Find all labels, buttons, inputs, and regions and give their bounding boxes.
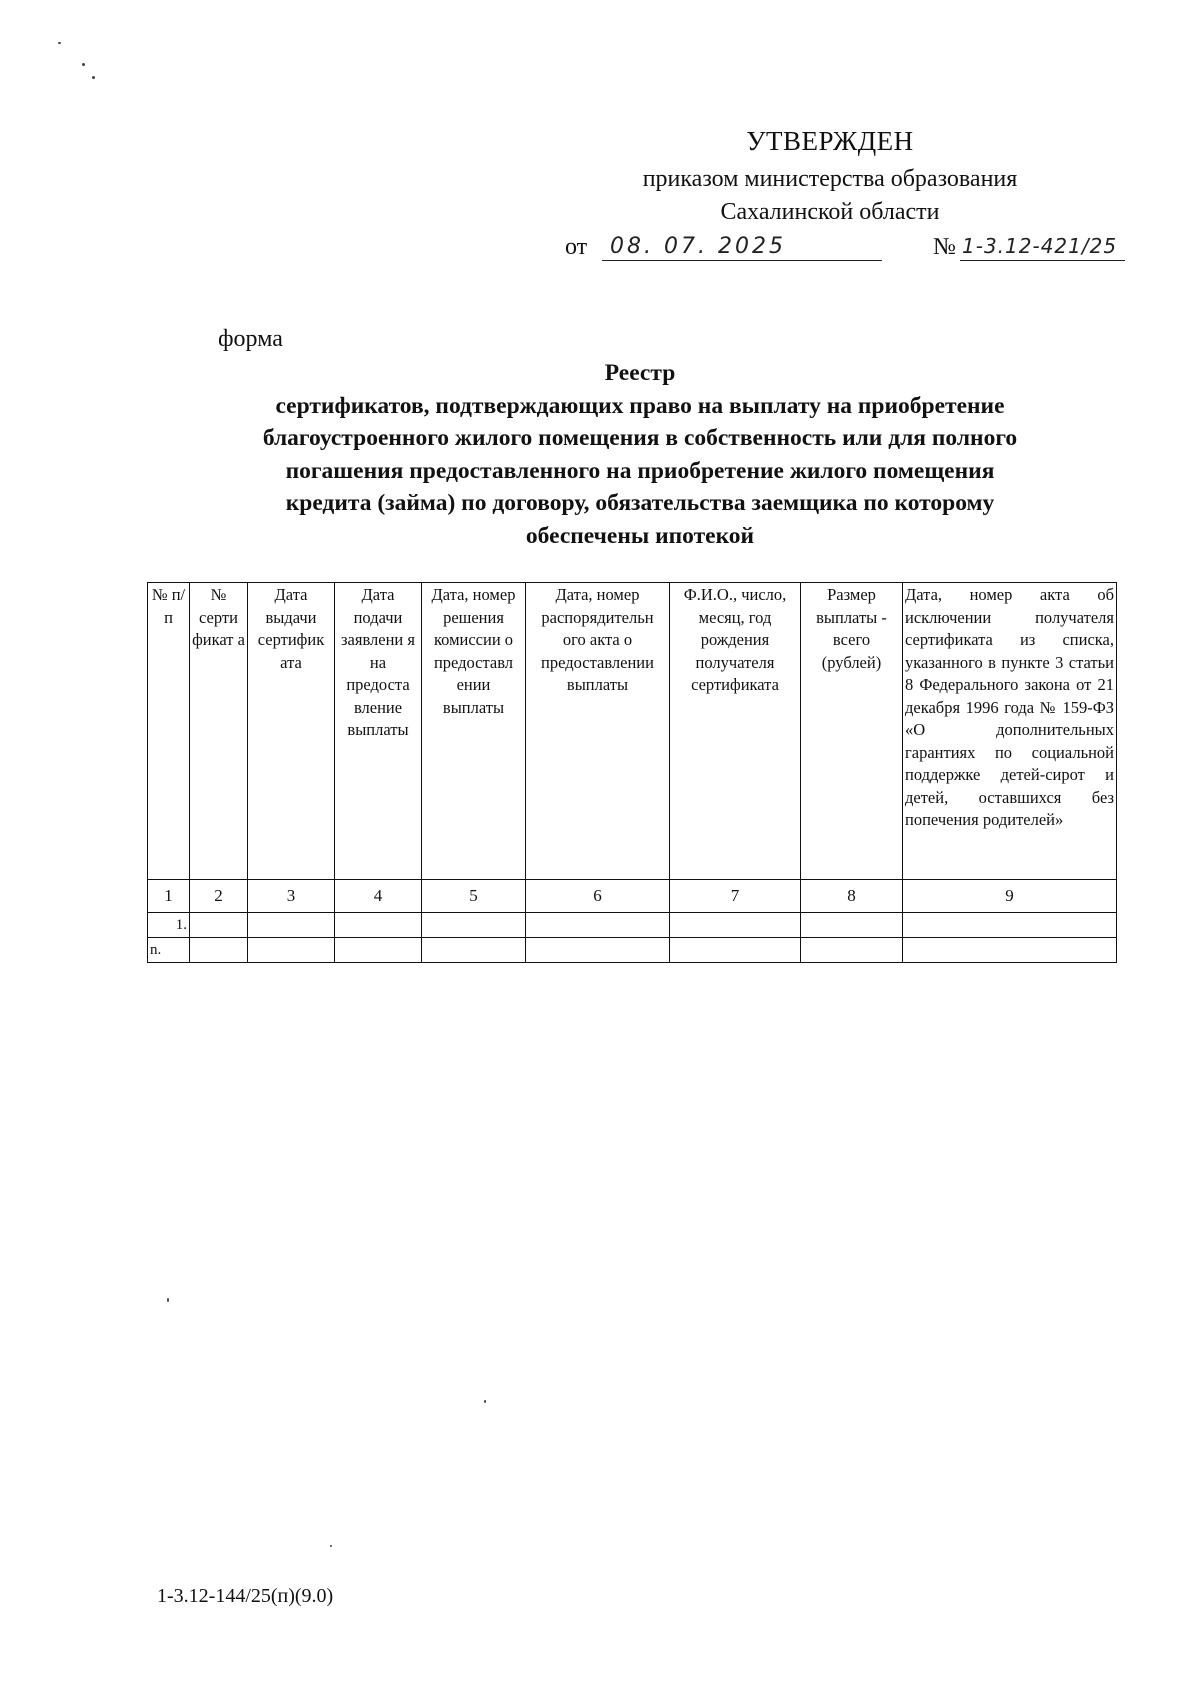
order-date: 08. 07. 2025 (610, 234, 786, 259)
header-certificate-number: № серти фикат а (190, 583, 248, 880)
column-number-row (148, 880, 1117, 913)
header-issue-date: Дата выдачи сертифик ата (248, 583, 335, 880)
header-commission-decision: Дата, номер решения комиссии о предоставл ении выплаты (422, 583, 526, 880)
column-number: 8 (801, 880, 903, 913)
header-recipient-name: Ф.И.О., число, месяц, год рождения получателя сертификата (670, 583, 801, 880)
row-label: n. (148, 938, 190, 963)
registry-title-line-5: обеспечены ипотекой (525, 523, 755, 549)
header-payment-amount: Размер выплаты - всего (рублей) (801, 583, 903, 880)
header-row-number: № п/п (148, 583, 190, 880)
order-number: 1-3.12-421/25 (962, 234, 1118, 258)
column-number: 2 (190, 880, 248, 913)
table-header-row (148, 583, 1117, 880)
from-label: от (565, 234, 588, 260)
column-number: 4 (335, 880, 422, 913)
registry-title-line-3: погашения предоставленного на приобретение жилого помещения (285, 458, 995, 484)
approval-line-2: Сахалинской области (720, 199, 940, 225)
registry-title-line-4: кредита (займа) по договору, обязательства заемщика по которому (285, 490, 995, 516)
table-row (148, 938, 1117, 963)
column-number: 5 (422, 880, 526, 913)
order-line (560, 232, 1160, 268)
registry-title-line-2: благоустроенного жилого помещения в собственность или для полного (262, 425, 1018, 451)
table-row (148, 913, 1117, 938)
registry-heading: Реестр (604, 360, 676, 386)
approval-line-1: приказом министерства образования (642, 166, 1018, 192)
column-number: 9 (903, 880, 1117, 913)
number-label: № (933, 234, 956, 260)
column-number: 1 (148, 880, 190, 913)
column-number: 3 (248, 880, 335, 913)
header-exclusion-act: Дата, номер акта об исключении получателя сертификата из списка, указанного в пункте 3 статьи 8 Федерального закона от 21 декабря 1996 года № 159-ФЗ «О дополнительных гарантиях по социальной поддержке детей-сирот и детей, оставшихся без попечения родителей» (903, 583, 1117, 880)
document-code: 1-3.12-144/25(п)(9.0) (157, 1585, 334, 1607)
column-number: 6 (526, 880, 670, 913)
row-label: 1. (148, 913, 190, 938)
header-administrative-act: Дата, номер распорядительн ого акта о предоставлении выплаты (526, 583, 670, 880)
registry-table (147, 582, 1117, 963)
approval-title: УТВЕРЖДЕН (746, 126, 914, 156)
header-application-date: Дата подачи заявлени я на предоста вление выплаты (335, 583, 422, 880)
column-number: 7 (670, 880, 801, 913)
registry-title-line-1: сертификатов, подтверждающих право на выплату на приобретение (275, 393, 1005, 419)
form-label: форма (218, 326, 283, 352)
